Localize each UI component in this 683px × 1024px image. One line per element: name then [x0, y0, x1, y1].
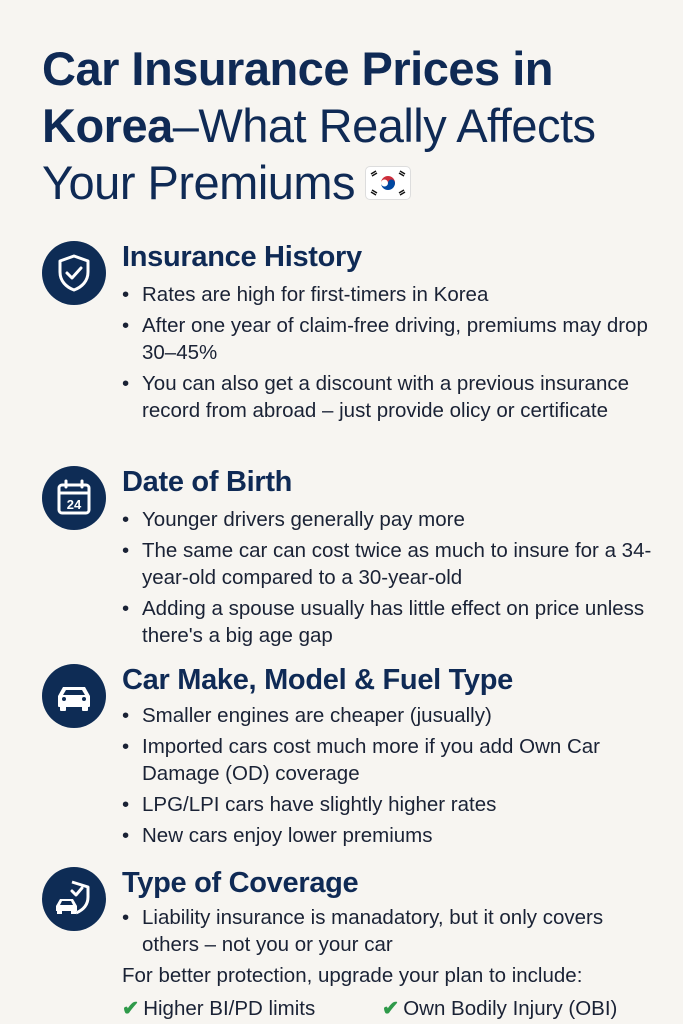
page-title	[42, 40, 672, 211]
list-item: • LPG/LPI cars have slightly higher rates	[122, 791, 662, 818]
car-shield-icon	[42, 867, 106, 931]
section-title: Date of Birth	[122, 466, 293, 498]
list-item: • Imported cars cost much more if you add Own Car Damage (OD) coverage	[122, 733, 662, 787]
section-date-of-birth	[42, 466, 662, 646]
bullet-list	[122, 904, 662, 962]
car-icon	[42, 664, 106, 728]
section-type-of-coverage	[42, 867, 662, 1024]
list-item: • You can also get a discount with a previous insurance record from abroad – just provide olicy or certificate	[122, 370, 662, 424]
list-item: • Younger drivers generally pay more	[122, 506, 662, 533]
title-bold: Car Insurance Prices in Korea	[42, 42, 553, 152]
list-item: • After one year of claim-free driving, premiums may drop 30–45%	[122, 312, 662, 366]
calendar-icon	[42, 466, 106, 530]
section-title: Insurance History	[122, 241, 362, 273]
upgrade-note: For better protection, upgrade your plan to include:	[122, 964, 583, 987]
section-title: Car Make, Model & Fuel Type	[122, 664, 514, 696]
bullet-list	[122, 281, 662, 428]
shield-check-icon	[42, 241, 106, 305]
list-item: • New cars enjoy lower premiums	[122, 822, 662, 849]
section-car-make-model	[42, 664, 662, 854]
list-item: • Smaller engines are cheaper (jusually)	[122, 702, 662, 729]
list-item: • Liability insurance is manadatory, but it only covers others – not you or your car	[122, 904, 662, 958]
list-item: • Adding a spouse usually has little effect on price unless there's a big age gap	[122, 595, 662, 649]
list-item: • The same car can cost twice as much to insure for a 34-year-old compared to a 30-year-old	[122, 537, 662, 591]
check-item-label: Higher BI/PD limits	[143, 997, 316, 1020]
check-item-label: Own Bodily Injury (OBI)	[403, 997, 618, 1020]
south-korea-flag-icon	[365, 166, 411, 200]
check-item	[382, 996, 617, 1021]
bullet-list	[122, 506, 662, 653]
checkmark-icon: ✔	[122, 997, 140, 1020]
title-normal: –What Really Affects Your Premiums	[42, 99, 596, 209]
bullet-list	[122, 702, 662, 853]
list-item: • Rates are high for first-timers in Korea	[122, 281, 662, 308]
checkmark-icon: ✔	[382, 997, 400, 1020]
section-title: Type of Coverage	[122, 867, 359, 899]
calendar-day-text: 24	[66, 497, 82, 512]
section-insurance-history	[42, 241, 662, 451]
check-item	[122, 996, 315, 1021]
